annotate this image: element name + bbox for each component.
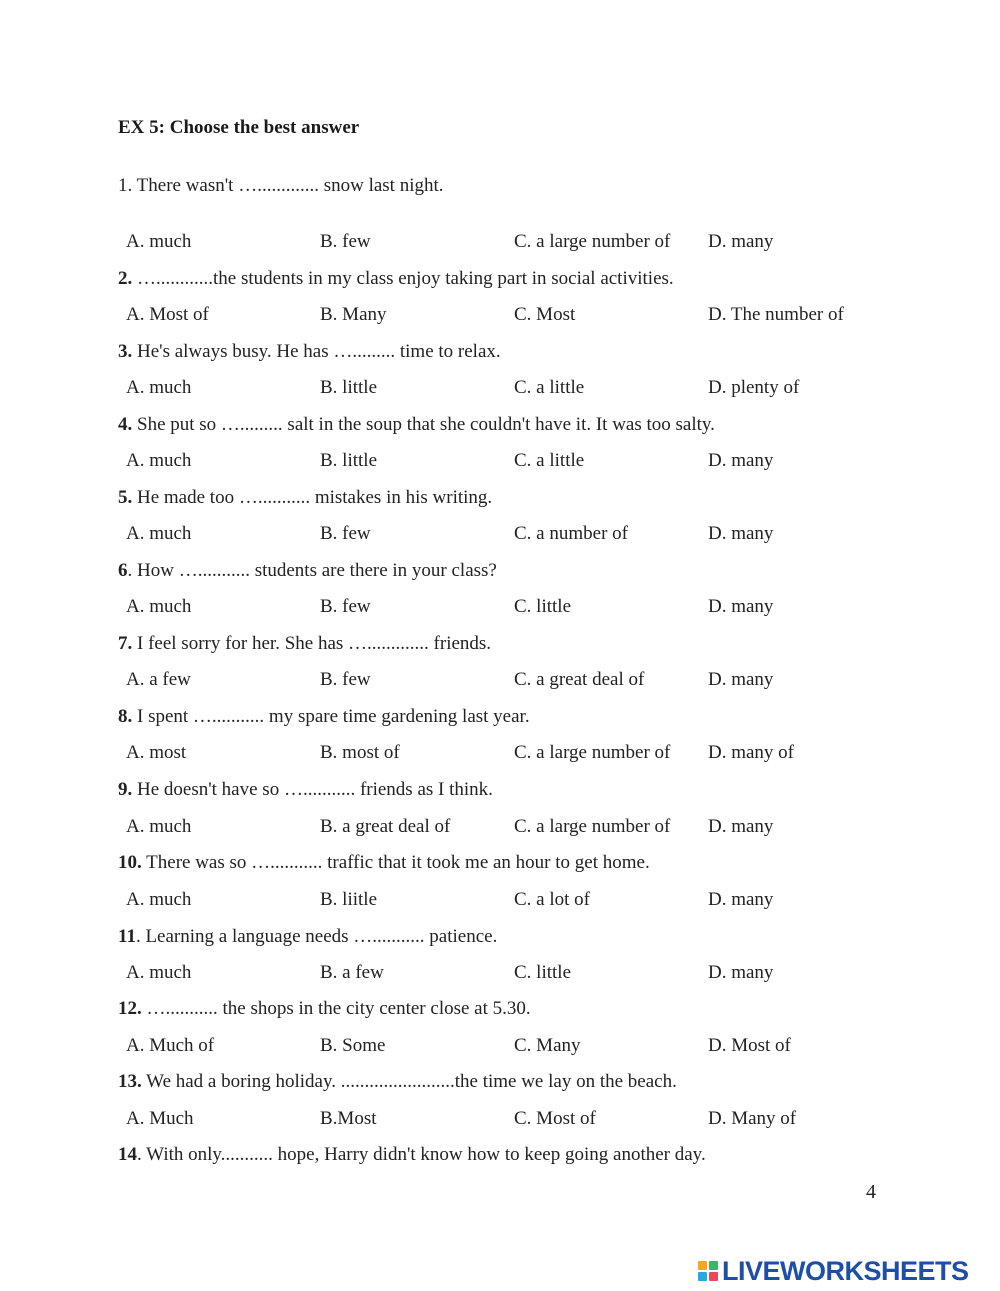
option-c[interactable]: C. a great deal of — [514, 669, 645, 690]
option-b[interactable]: B. a few — [320, 962, 384, 983]
options-row — [126, 741, 926, 765]
question-14 — [118, 1143, 706, 1167]
option-a[interactable]: A. much — [126, 596, 192, 617]
question-number: 7. — [118, 633, 133, 654]
option-b[interactable]: B. little — [320, 377, 377, 398]
options-row — [126, 595, 926, 619]
question-number: 5. — [118, 487, 133, 508]
option-a[interactable]: A. much — [126, 523, 192, 544]
options-row — [126, 668, 926, 692]
question-10 — [118, 851, 650, 875]
exercise-title: EX 5: Choose the best answer — [118, 117, 360, 138]
question-text: …............the students in my class enjoy taking part in social activities. — [132, 268, 674, 289]
question-number: 2. — [118, 268, 133, 289]
option-a[interactable]: A. much — [126, 962, 192, 983]
question-number: 9. — [118, 779, 133, 800]
question-number: 6 — [118, 560, 128, 581]
option-b[interactable]: B. little — [320, 450, 377, 471]
option-b[interactable]: B. a great deal of — [320, 816, 451, 837]
option-b[interactable]: B. liitle — [320, 889, 377, 910]
liveworksheets-logo-icon — [698, 1261, 718, 1281]
question-text: He doesn't have so …........... friends as I think. — [132, 779, 493, 800]
option-a[interactable]: A. Most of — [126, 304, 209, 325]
question-1 — [118, 174, 444, 198]
option-b[interactable]: B. Some — [320, 1035, 386, 1056]
option-a[interactable]: A. much — [126, 377, 192, 398]
option-a[interactable]: A. a few — [126, 669, 191, 690]
page-number: 4 — [866, 1181, 876, 1203]
question-6 — [118, 559, 497, 583]
options-row — [126, 888, 926, 912]
option-b[interactable]: B. few — [320, 523, 371, 544]
option-d[interactable]: D. many — [708, 816, 774, 837]
question-5 — [118, 486, 492, 510]
option-c[interactable]: C. a large number of — [514, 742, 671, 763]
option-d[interactable]: D. plenty of — [708, 377, 800, 398]
option-d[interactable]: D. many — [708, 596, 774, 617]
option-c[interactable]: C. a lot of — [514, 889, 590, 910]
question-number: 3. — [118, 341, 133, 362]
option-d[interactable]: D. many of — [708, 742, 795, 763]
option-d[interactable]: D. many — [708, 962, 774, 983]
option-c[interactable]: C. Most of — [514, 1108, 596, 1129]
options-row — [126, 961, 926, 985]
question-number: 11 — [118, 926, 136, 947]
option-a[interactable]: A. much — [126, 816, 192, 837]
question-text: There was so …........... traffic that it took me an hour to get home. — [141, 852, 650, 873]
question-2 — [118, 267, 674, 291]
options-row — [126, 303, 926, 327]
question-number: 12. — [118, 998, 142, 1019]
option-a[interactable]: A. most — [126, 742, 187, 763]
question-text: She put so …......... salt in the soup that she couldn't have it. It was too salty. — [132, 414, 715, 435]
question-text: . With only........... hope, Harry didn't know how to keep going another day. — [137, 1144, 706, 1165]
question-text: He's always busy. He has …......... time to relax. — [132, 341, 501, 362]
question-text: There wasn't …............. snow last night. — [132, 175, 444, 196]
option-a[interactable]: A. much — [126, 231, 192, 252]
question-3 — [118, 340, 501, 364]
option-b[interactable]: B. few — [320, 596, 371, 617]
option-c[interactable]: C. a little — [514, 450, 585, 471]
question-text: We had a boring holiday. ........................the time we lay on the beach. — [141, 1071, 677, 1092]
option-d[interactable]: D. Many of — [708, 1108, 797, 1129]
option-d[interactable]: D. Most of — [708, 1035, 791, 1056]
question-13 — [118, 1070, 677, 1094]
question-text: I feel sorry for her. She has …............. friends. — [132, 633, 492, 654]
option-d[interactable]: D. many — [708, 231, 774, 252]
option-c[interactable]: C. little — [514, 596, 571, 617]
option-a[interactable]: A. much — [126, 450, 192, 471]
question-number: 10. — [118, 852, 142, 873]
question-8 — [118, 705, 530, 729]
question-4 — [118, 413, 715, 437]
option-b[interactable]: B. few — [320, 669, 371, 690]
question-text: . Learning a language needs …........... patience. — [135, 926, 498, 947]
option-d[interactable]: D. The number of — [708, 304, 844, 325]
options-row — [126, 376, 926, 400]
option-b[interactable]: B. most of — [320, 742, 400, 763]
option-b[interactable]: B.Most — [320, 1108, 377, 1129]
question-number: 4. — [118, 414, 133, 435]
option-d[interactable]: D. many — [708, 889, 774, 910]
question-text: . How …........... students are there in your class? — [127, 560, 497, 581]
question-7 — [118, 632, 491, 656]
option-a[interactable]: A. Much of — [126, 1035, 215, 1056]
liveworksheets-logo[interactable] — [698, 1254, 998, 1288]
question-number: 14 — [118, 1144, 137, 1165]
option-a[interactable]: A. much — [126, 889, 192, 910]
question-9 — [118, 778, 493, 802]
option-c[interactable]: C. a large number of — [514, 231, 671, 252]
question-11 — [118, 925, 497, 949]
question-text: …........... the shops in the city center close at 5.30. — [141, 998, 531, 1019]
options-row — [126, 1107, 926, 1131]
option-c[interactable]: C. little — [514, 962, 571, 983]
option-c[interactable]: C. a number of — [514, 523, 628, 544]
question-number: 8. — [118, 706, 133, 727]
question-text: I spent …........... my spare time gardening last year. — [132, 706, 530, 727]
option-b[interactable]: B. Many — [320, 304, 387, 325]
logo-text: LIVEWORKSHEETS — [722, 1255, 969, 1286]
option-c[interactable]: C. Most — [514, 304, 576, 325]
options-row — [126, 230, 926, 254]
question-number: 13. — [118, 1071, 142, 1092]
question-text: He made too …........... mistakes in his writing. — [132, 487, 493, 508]
option-d[interactable]: D. many — [708, 523, 774, 544]
option-c[interactable]: C. Many — [514, 1035, 581, 1056]
options-row — [126, 1034, 926, 1058]
options-row — [126, 522, 926, 546]
question-12 — [118, 997, 531, 1021]
option-d[interactable]: D. many — [708, 669, 774, 690]
question-number: 1. — [118, 175, 133, 196]
options-row — [126, 449, 926, 473]
option-d[interactable]: D. many — [708, 450, 774, 471]
option-c[interactable]: C. a little — [514, 377, 585, 398]
option-c[interactable]: C. a large number of — [514, 816, 671, 837]
option-a[interactable]: A. Much — [126, 1108, 194, 1129]
options-row — [126, 815, 926, 839]
option-b[interactable]: B. few — [320, 231, 371, 252]
